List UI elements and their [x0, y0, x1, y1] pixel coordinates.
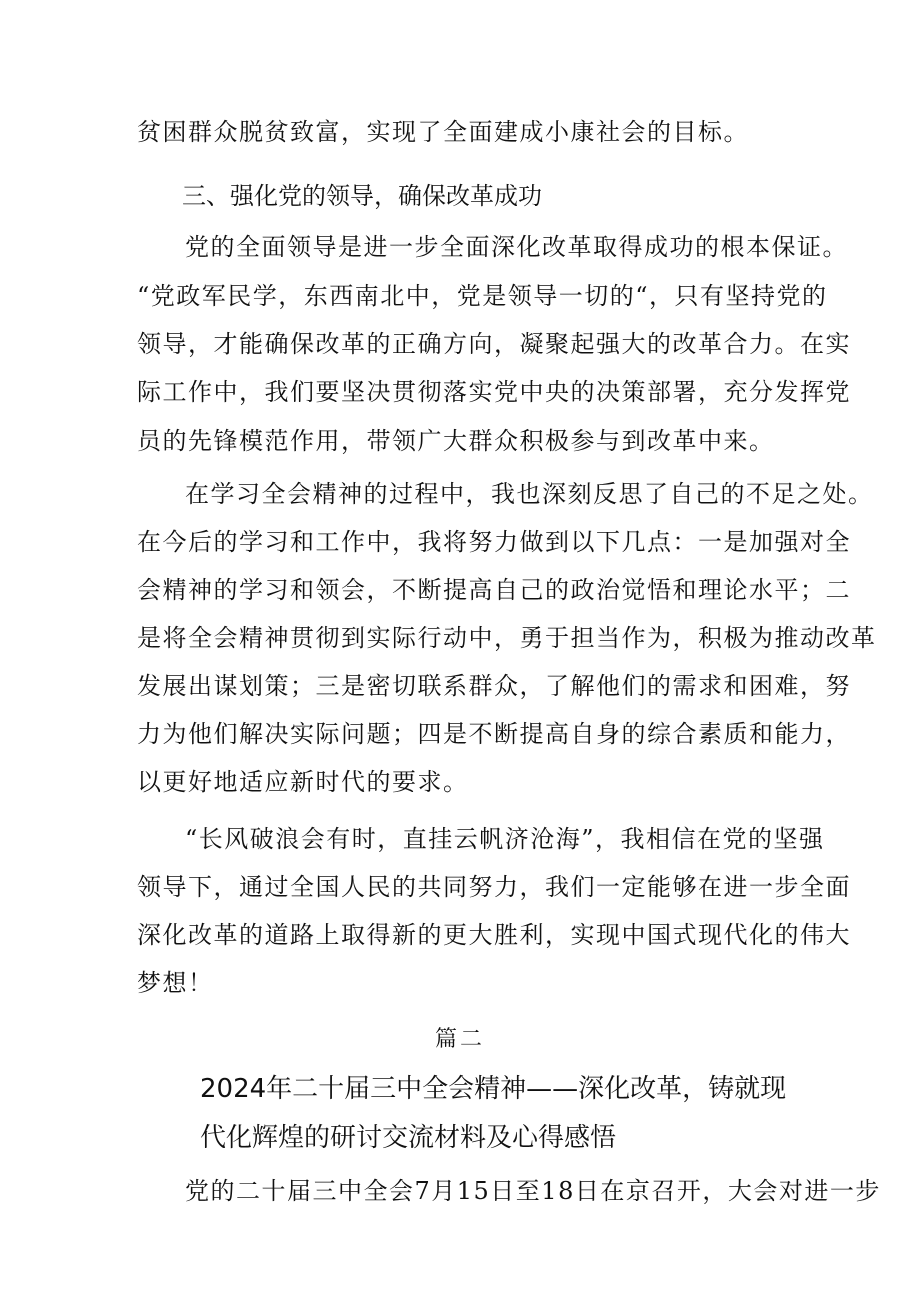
paragraph-line: 以更好地适应新时代的要求。: [137, 768, 469, 796]
paragraph-line: 在今后的学习和工作中，我将努力做到以下几点：一是加强对全: [137, 528, 851, 556]
paragraph-line: 是将全会精神贯彻到实际行动中，勇于担当作为，积极为推动改革: [137, 624, 877, 652]
paragraph-line: 党的二十届三中全会7月15日至18日在京召开，大会对进一步: [185, 1177, 881, 1205]
paragraph-end-line: 贫困群众脱贫致富，实现了全面建成小康社会的目标。: [137, 118, 749, 146]
paragraph-line: “党政军民学，东西南北中，党是领导一切的“，只有坚持党的: [137, 282, 828, 310]
paragraph-line: 领导，才能确保改革的正确方向，凝聚起强大的改革合力。在实: [137, 330, 851, 358]
paragraph-line: 党的全面领导是进一步全面深化改革取得成功的根本保证。: [185, 233, 848, 261]
paragraph-line: 力为他们解决实际问题；四是不断提高自身的综合素质和能力，: [137, 720, 851, 748]
paragraph-line: 发展出谋划策；三是密切联系群众，了解他们的需求和困难，努: [137, 672, 851, 700]
paragraph-line: 会精神的学习和领会，不断提高自己的政治觉悟和理论水平；二: [137, 576, 851, 604]
paragraph-line: 际工作中，我们要坚决贯彻落实党中央的决策部署，充分发挥党: [137, 378, 851, 406]
article-title-line: 2024年二十届三中全会精神——深化改革，铸就现: [200, 1074, 787, 1104]
paragraph-line: 梦想！: [137, 969, 214, 997]
paragraph-line: 员的先锋模范作用，带领广大群众积极参与到改革中来。: [137, 427, 775, 455]
paragraph-line: 领导下，通过全国人民的共同努力，我们一定能够在进一步全面: [137, 873, 851, 901]
part-label: 篇二: [434, 1027, 485, 1052]
paragraph-line: “长风破浪会有时，直挂云帆济沧海”，我相信在党的坚强: [185, 825, 825, 853]
section-heading: 三、强化党的领导，确保改革成功: [182, 182, 542, 210]
paragraph-line: 在学习全会精神的过程中，我也深刻反思了自己的不足之处。: [185, 480, 874, 508]
article-title-line: 代化辉煌的研讨交流材料及心得感悟: [200, 1123, 617, 1153]
paragraph-line: 深化改革的道路上取得新的更大胜利，实现中国式现代化的伟大: [137, 921, 851, 949]
